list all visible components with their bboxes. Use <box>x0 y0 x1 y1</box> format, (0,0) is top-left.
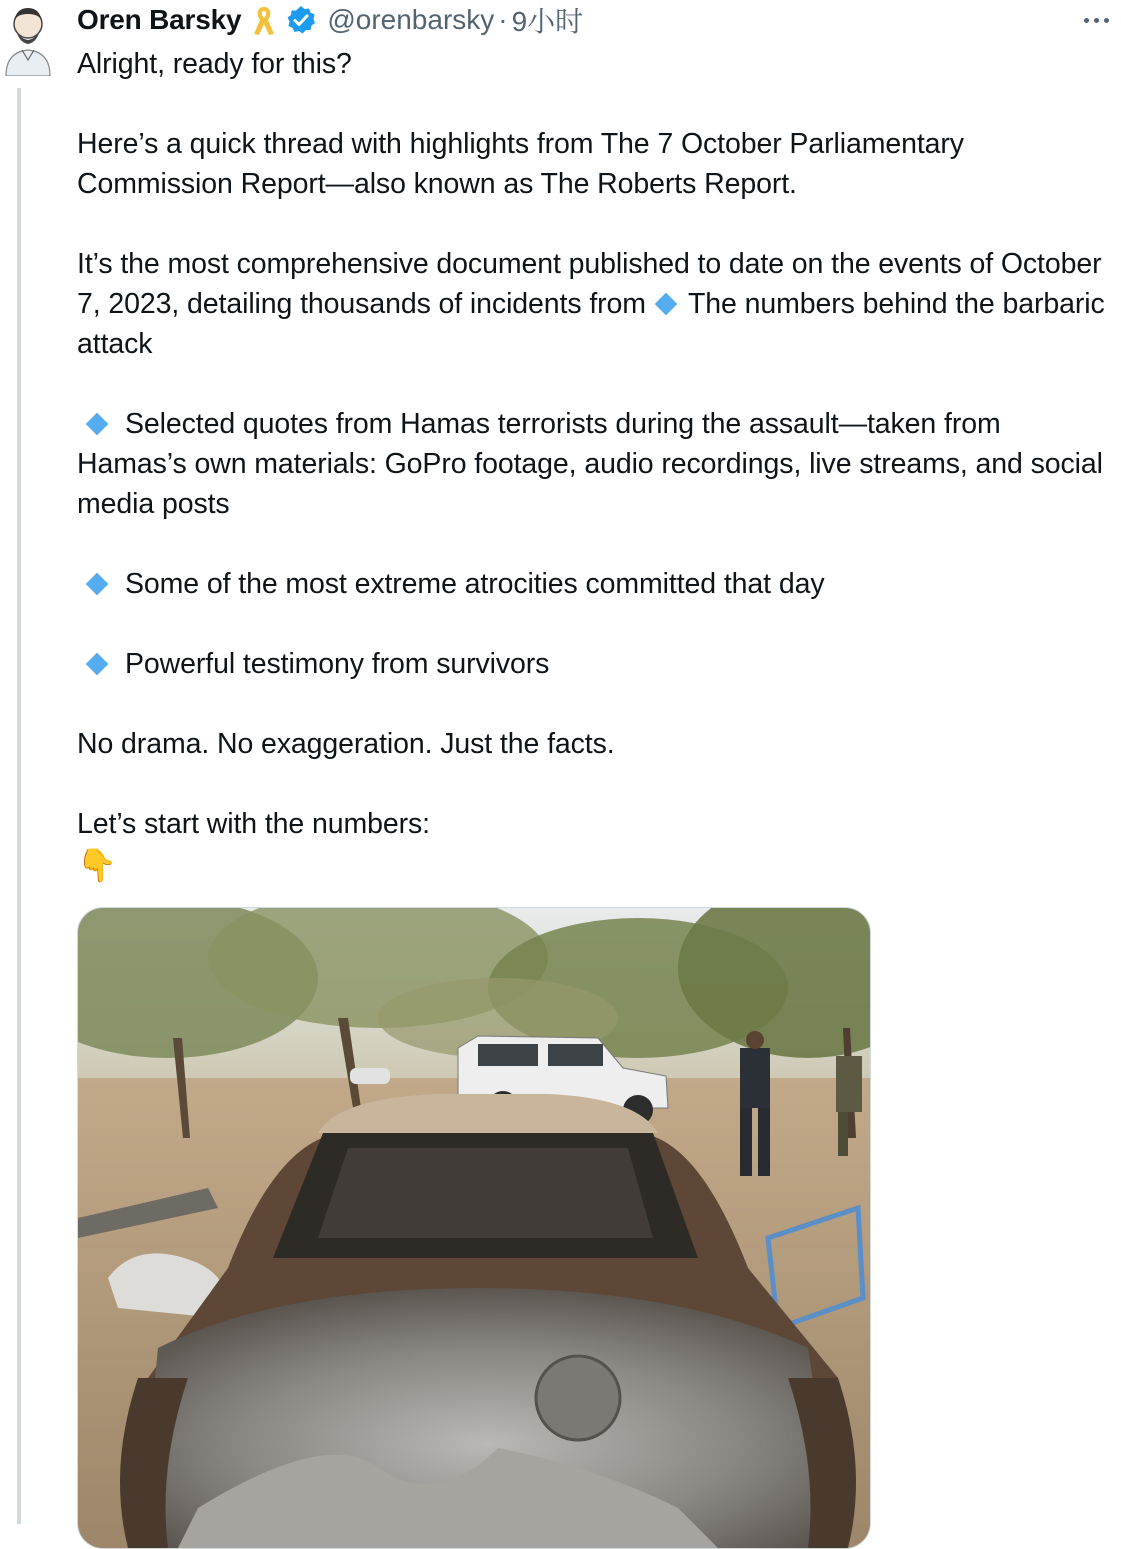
blue-diamond-icon <box>86 573 109 596</box>
blue-diamond-icon <box>86 653 109 676</box>
bullet-text: Some of the most extreme atrocities committed that day <box>125 568 825 600</box>
tweet-text <box>77 44 1113 884</box>
bullet-text: Powerful testimony from survivors <box>125 648 550 680</box>
bullet-item <box>77 564 1113 604</box>
bullet-item <box>77 644 1113 684</box>
tweet-paragraph: Here’s a quick thread with highlights from The 7 October Parliamentary Commission Report—also known as The Roberts Report. <box>77 128 964 200</box>
more-options-icon[interactable] <box>1076 6 1116 34</box>
tweet-header <box>77 0 583 40</box>
author-handle[interactable]: @orenbarsky <box>327 4 495 35</box>
tweet-timestamp[interactable]: 9小时 <box>511 6 584 37</box>
burned-car-photo[interactable] <box>77 907 871 1549</box>
tweet-paragraph: Let’s start with the numbers: <box>77 808 430 840</box>
thread-connector-line <box>17 88 21 1524</box>
bullet-text: Selected quotes from Hamas terrorists during the assault—taken from Hamas’s own materials: GoPro footage, audio recordings, live streams, and social media posts <box>77 408 1103 520</box>
verified-badge-icon <box>285 4 317 36</box>
avatar[interactable] <box>0 2 56 76</box>
tweet-paragraph: No drama. No exaggeration. Just the facts. <box>77 728 615 760</box>
bullet-text: The numbers behind the barbaric attack <box>77 288 1105 360</box>
yellow-ribbon-icon <box>251 3 277 37</box>
tweet-paragraph <box>77 244 1113 364</box>
pointing-down-emoji: 👇 <box>77 847 117 883</box>
blue-diamond-icon <box>655 293 678 316</box>
meta-separator: · <box>498 4 508 35</box>
blue-diamond-icon <box>86 413 109 436</box>
tweet-text-run: It’s the most comprehensive document published to date on the events of October 7, 2023, detailing thousands of incidents from <box>77 248 1102 320</box>
author-name[interactable]: Oren Barsky <box>77 4 242 35</box>
tweet-paragraph: Alright, ready for this? <box>77 48 352 80</box>
bullet-item <box>77 404 1113 524</box>
